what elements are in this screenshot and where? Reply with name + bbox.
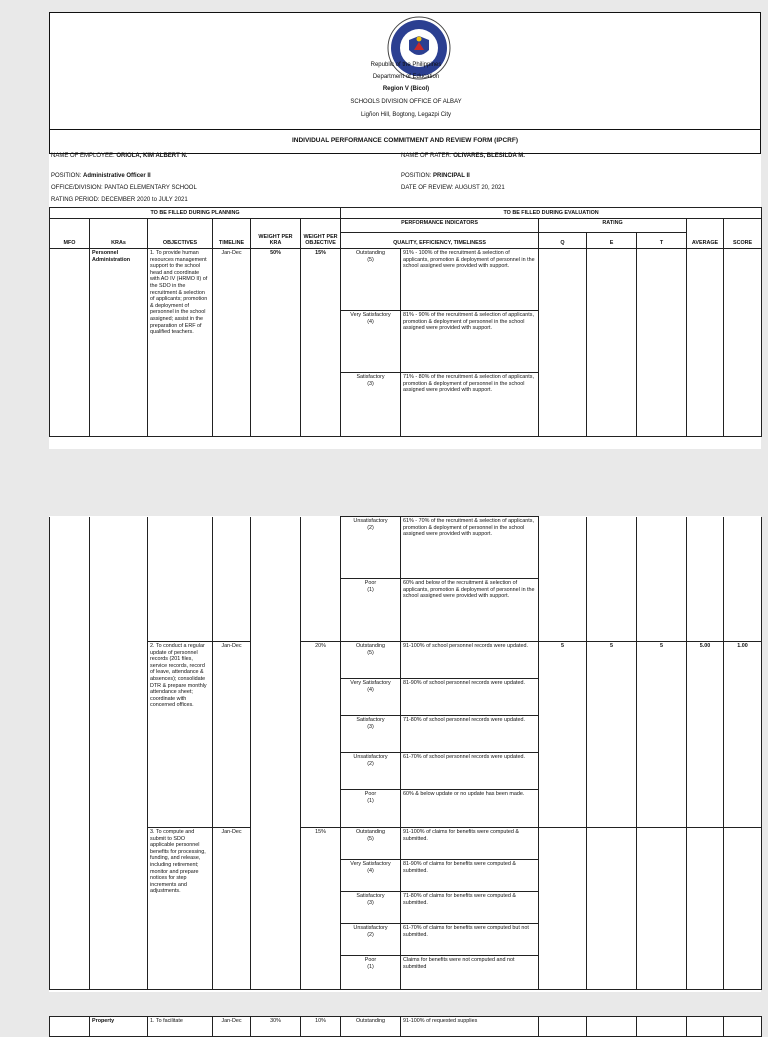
ipcrf-table bbox=[49, 207, 762, 437]
level-label: Very Satisfactory bbox=[350, 861, 391, 867]
level-number: (3) bbox=[367, 380, 374, 387]
kra-name: Personnel Administration bbox=[90, 249, 148, 437]
kra-2-indicator: 91-100% of requested supplies bbox=[401, 1017, 539, 1037]
level-poor bbox=[341, 956, 401, 990]
rater-label: NAME OF RATER: bbox=[401, 153, 452, 159]
timeline-cont bbox=[213, 517, 251, 642]
objective-weight-cont bbox=[301, 517, 341, 642]
employee-name: ORIOLA, KIM ALBERT N. bbox=[116, 153, 188, 159]
level-label: Very Satisfactory bbox=[350, 680, 391, 686]
employee-line bbox=[51, 152, 187, 160]
col-average: AVERAGE bbox=[687, 219, 724, 249]
header-address: Ligñon Hill, Bogtong, Legazpi City bbox=[360, 112, 452, 118]
level-label: Outstanding bbox=[355, 829, 386, 835]
col-mfo: MFO bbox=[50, 219, 90, 249]
level-very-satisfactory bbox=[341, 860, 401, 892]
rating-q bbox=[539, 1017, 587, 1037]
col-rating: RATING bbox=[539, 219, 687, 233]
col-e: E bbox=[587, 233, 637, 249]
level-outstanding bbox=[341, 828, 401, 860]
ipcrf-table-page-3 bbox=[49, 1016, 762, 1037]
indicator-1-3: 71% - 80% of the recruitment & selection of applicants, promotion & deployment of personnel in the school assigned were provided with support. bbox=[401, 373, 539, 437]
rating-t bbox=[637, 517, 687, 642]
rating-e bbox=[587, 517, 637, 642]
indicator-3-3: 71-80% of claims for benefits were computed & submitted. bbox=[401, 892, 539, 924]
kra-2-level: Outstanding bbox=[341, 1017, 401, 1037]
objective-1-weight: 15% bbox=[301, 249, 341, 437]
rating-q bbox=[539, 249, 587, 437]
kra-weight: 50% bbox=[251, 249, 301, 437]
level-label: Unsatisfactory bbox=[353, 754, 388, 760]
objective-1: 1. To provide human resources management support to the school head and coordinate with AO IV (HRMO II) of the SDO in the recruitment & selection of applicants; promotion & deployment of personnel in the school assigned; assist in the preparation of ERF of qualified teachers. bbox=[148, 249, 213, 437]
level-number: (4) bbox=[367, 318, 374, 325]
indicator-2-4: 81-90% of school personnel records were updated. bbox=[401, 679, 539, 716]
level-label: Poor bbox=[364, 791, 377, 797]
rating-q bbox=[539, 517, 587, 642]
level-label: Outstanding bbox=[355, 250, 386, 256]
objective-3-timeline: Jan-Dec bbox=[213, 828, 251, 990]
rating-t bbox=[637, 1017, 687, 1037]
level-poor bbox=[341, 579, 401, 642]
level-very-satisfactory bbox=[341, 311, 401, 373]
level-label: Unsatisfactory bbox=[353, 925, 388, 931]
average-cell bbox=[687, 1017, 724, 1037]
level-number: (1) bbox=[367, 963, 374, 970]
col-kras: KRAs bbox=[90, 219, 148, 249]
level-number: (2) bbox=[367, 931, 374, 938]
level-label: Very Satisfactory bbox=[350, 312, 391, 318]
employee-label: NAME OF EMPLOYEE: bbox=[51, 153, 115, 159]
mfo-cell bbox=[50, 1017, 90, 1037]
planning-header: TO BE FILLED DURING PLANNING bbox=[50, 208, 341, 219]
level-label: Satisfactory bbox=[356, 893, 385, 899]
level-number: (5) bbox=[367, 835, 374, 842]
rater-line bbox=[401, 152, 525, 160]
average-cell bbox=[687, 828, 724, 990]
objective-2: 2. To conduct a regular update of personnel records (201 files, service records, record of leave, attendance & absences); consolidate DTR & prepare monthly attendance sheet; coordinate with concerned offices. bbox=[148, 642, 213, 828]
rater-position-value: PRINCIPAL II bbox=[433, 173, 470, 179]
objective-2-rating-q: 5 bbox=[539, 642, 587, 828]
header-region: Region V (Bicol) bbox=[382, 86, 430, 92]
level-number: (3) bbox=[367, 723, 374, 730]
indicator-1-4: 81% - 90% of the recruitment & selection of applicants, promotion & deployment of personnel in the school assigned were provided with support. bbox=[401, 311, 539, 373]
col-timeline: TIMELINE bbox=[213, 219, 251, 249]
objective-3: 3. To compute and submit to SDO applicable personnel benefits for processing, funding, and release, including retirement; monitor and prepare notices for step increments and adjustments. bbox=[148, 828, 213, 990]
indicator-3-2: 61-70% of claims for benefits were computed but not submitted. bbox=[401, 924, 539, 956]
rating-e bbox=[587, 249, 637, 437]
col-q: Q bbox=[539, 233, 587, 249]
office-line: OFFICE/DIVISION: PANTAO ELEMENTARY SCHOOL bbox=[51, 185, 197, 191]
letterhead bbox=[49, 12, 761, 130]
level-number: (2) bbox=[367, 760, 374, 767]
objective-2-weight: 20% bbox=[301, 642, 341, 828]
score-cell bbox=[724, 1017, 762, 1037]
page-3 bbox=[49, 1016, 761, 1036]
kra-2-objective-weight: 10% bbox=[301, 1017, 341, 1037]
date-review-line: DATE OF REVIEW: AUGUST 20, 2021 bbox=[401, 185, 505, 191]
kra-cell bbox=[90, 517, 148, 990]
level-label: Unsatisfactory bbox=[353, 518, 388, 524]
header-division: SCHOOLS DIVISION OFFICE OF ALBAY bbox=[350, 99, 462, 105]
level-outstanding bbox=[341, 249, 401, 311]
level-satisfactory bbox=[341, 373, 401, 437]
level-satisfactory bbox=[341, 716, 401, 753]
level-unsatisfactory bbox=[341, 924, 401, 956]
rating-e bbox=[587, 828, 637, 990]
kra-weight-cont bbox=[251, 517, 301, 990]
objective-2-rating-t: 5 bbox=[637, 642, 687, 828]
kra-2-name: Property bbox=[90, 1017, 148, 1037]
indicator-3-1: Claims for benefits were not computed and not submitted bbox=[401, 956, 539, 990]
objective-3-weight: 15% bbox=[301, 828, 341, 990]
rater-position-line bbox=[401, 172, 470, 180]
level-number: (2) bbox=[367, 524, 374, 531]
kra-2-weight: 30% bbox=[251, 1017, 301, 1037]
ipcrf-table-continued bbox=[49, 516, 762, 990]
indicator-2-5: 91-100% of school personnel records were updated. bbox=[401, 642, 539, 679]
level-outstanding bbox=[341, 642, 401, 679]
indicator-2-1: 60% & below update or no update has been made. bbox=[401, 790, 539, 828]
kra-2-objective: 1. To facilitate bbox=[148, 1017, 213, 1037]
level-number: (3) bbox=[367, 899, 374, 906]
indicator-1-2: 61% - 70% of the recruitment & selection of applicants, promotion & deployment of personnel in the school assigned were provided with support. bbox=[401, 517, 539, 579]
position-line bbox=[51, 172, 151, 180]
average-cell bbox=[687, 517, 724, 642]
objective-2-average: 5.00 bbox=[687, 642, 724, 828]
col-performance-indicators: PERFORMANCE INDICATORS bbox=[341, 219, 539, 233]
col-weight-objective: WEIGHT PER OBJECTIVE bbox=[301, 219, 341, 249]
rating-t bbox=[637, 249, 687, 437]
score-cell bbox=[724, 828, 762, 990]
page-1 bbox=[49, 12, 761, 449]
col-score: SCORE bbox=[724, 219, 762, 249]
level-number: (1) bbox=[367, 797, 374, 804]
rating-e bbox=[587, 1017, 637, 1037]
page-2 bbox=[49, 516, 761, 992]
header-country: Republic of the Philippines bbox=[370, 62, 442, 68]
col-weight-kra: WEIGHT PER KRA bbox=[251, 219, 301, 249]
objective-1-timeline: Jan-Dec bbox=[213, 249, 251, 437]
average-cell bbox=[687, 249, 724, 437]
header-department: Department of Education bbox=[372, 74, 440, 80]
indicator-3-4: 81-90% of claims for benefits were computed & submitted. bbox=[401, 860, 539, 892]
level-number: (4) bbox=[367, 686, 374, 693]
rating-q bbox=[539, 828, 587, 990]
kra-2-timeline: Jan-Dec bbox=[213, 1017, 251, 1037]
objective-2-timeline: Jan-Dec bbox=[213, 642, 251, 828]
level-number: (5) bbox=[367, 256, 374, 263]
level-poor bbox=[341, 790, 401, 828]
mfo-cell bbox=[50, 517, 90, 990]
score-cell bbox=[724, 249, 762, 437]
rater-name: OLIVARES, BLESILDA M. bbox=[453, 153, 525, 159]
level-label: Outstanding bbox=[355, 643, 386, 649]
position-value: Administrative Officer II bbox=[83, 173, 151, 179]
col-objectives: OBJECTIVES bbox=[148, 219, 213, 249]
level-number: (5) bbox=[367, 649, 374, 656]
level-label: Poor bbox=[364, 957, 377, 963]
objective-2-score: 1.00 bbox=[724, 642, 762, 828]
rating-period-line: RATING PERIOD: DECEMBER 2020 to JULY 2021 bbox=[51, 197, 188, 203]
col-t: T bbox=[637, 233, 687, 249]
indicator-2-3: 71-80% of school personnel records were updated. bbox=[401, 716, 539, 753]
level-label: Satisfactory bbox=[356, 717, 385, 723]
mfo-cell bbox=[50, 249, 90, 437]
indicator-2-2: 61-70% of school personnel records were updated. bbox=[401, 753, 539, 790]
level-number: (4) bbox=[367, 867, 374, 874]
rating-t bbox=[637, 828, 687, 990]
objective-2-rating-e: 5 bbox=[587, 642, 637, 828]
position-label: POSITION: bbox=[51, 173, 82, 179]
score-cell bbox=[724, 517, 762, 642]
level-unsatisfactory bbox=[341, 517, 401, 579]
level-very-satisfactory bbox=[341, 679, 401, 716]
evaluation-header: TO BE FILLED DURING EVALUATION bbox=[341, 208, 762, 219]
col-qet: QUALITY, EFFICIENCY, TIMELINESS bbox=[341, 233, 539, 249]
indicator-1-5: 91% - 100% of the recruitment & selection of applicants, promotion & deployment of personnel in the school assigned were provided with support. bbox=[401, 249, 539, 311]
objective-1-cont bbox=[148, 517, 213, 642]
indicator-1-1: 60% and below of the recruitment & selection of applicants, promotion & deployment of personnel in the school assigned were provided with support. bbox=[401, 579, 539, 642]
level-unsatisfactory bbox=[341, 753, 401, 790]
form-title: INDIVIDUAL PERFORMANCE COMMITMENT AND REVIEW FORM (IPCRF) bbox=[49, 130, 761, 154]
level-label: Poor bbox=[364, 580, 377, 586]
indicator-3-5: 91-100% of claims for benefits were computed & submitted. bbox=[401, 828, 539, 860]
rater-position-label: POSITION: bbox=[401, 173, 432, 179]
level-satisfactory bbox=[341, 892, 401, 924]
deped-seal-logo bbox=[387, 16, 451, 80]
level-label: Satisfactory bbox=[356, 374, 385, 380]
level-number: (1) bbox=[367, 586, 374, 593]
